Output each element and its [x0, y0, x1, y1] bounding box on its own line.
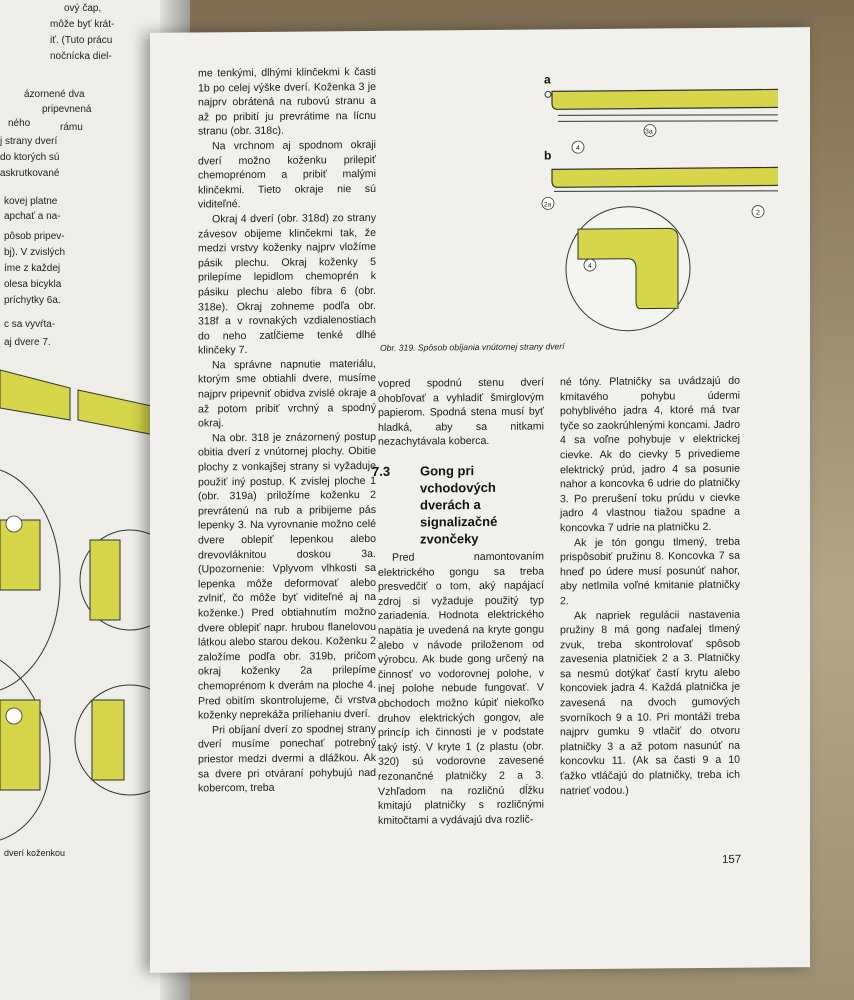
- section-title: Gong pri vchodových dverách a signalizačné zvončeky: [420, 463, 498, 547]
- left-detail-fill: [0, 520, 40, 590]
- left-line: j strany dverí: [0, 136, 58, 147]
- left-line: íme z každej: [4, 263, 61, 274]
- text-column-1: [198, 65, 376, 796]
- door-board-b: [552, 167, 778, 188]
- fig-label: 3a: [645, 128, 653, 136]
- paragraph: Na vrchnom aj spodnom okraji dverí možno koženku prilepiť chemoprénom a pribiť malými klinčekmi. Tieto okraje nie sú viditeľné.: [198, 138, 376, 211]
- left-line: pôsob pripev-: [4, 231, 65, 242]
- door-board-a: [552, 89, 778, 110]
- left-line: môže byť krát-: [50, 19, 115, 30]
- fig-label-a: a: [544, 72, 551, 87]
- left-line: ázornené dva: [24, 89, 85, 100]
- left-line: bj). V zvislých: [4, 247, 66, 258]
- hinge-point: [545, 91, 551, 97]
- left-board-fill: [0, 370, 70, 420]
- section-number: 7.3: [372, 463, 391, 479]
- left-line: olesa bicykla: [4, 279, 62, 290]
- figure-319: [378, 67, 778, 340]
- left-line: aj dvere 7.: [4, 337, 51, 348]
- section-heading: [372, 461, 552, 547]
- fig-label: 2a: [544, 201, 552, 209]
- left-label-circle: [6, 516, 22, 532]
- leather-layer: [558, 113, 778, 118]
- figure-caption: Obr. 319. Spôsob obíjania vnútornej strany dverí: [380, 341, 565, 353]
- leather-layer: [558, 119, 778, 124]
- paragraph: Na obr. 318 je znázornený postup obitia dverí z vnútornej plochy. Obitie plochy z vonkajšej strany si vyžaduje použiť iný postup. K zvislej ploche 1 (obr. 319a) priložíme koženku 2 prevrátenú na rub a pribijeme pás lepenky 3. Na vyrovnanie možno celé dvere oblepiť lepenkou alebo drevovláknitou doskou 3a. (Upozornenie: Vplyvom vlhkosti sa lepenka môže deformovať alebo zvlniť, čo môže byť viditeľné aj na koženke.) Pred obtiahnutím možno dvere oblepiť napr. hrubou flanelovou látkou alebo starou dekou. Koženku 2 založíme podľa obr. 319b, pričom okraj koženky 2a prilepíme chemoprénom k dverám na ploche 4. Pred obitím skontrolujeme, či vrstva koženky neprekáža prilíehaniu dverí.: [198, 430, 376, 722]
- left-detail-fill: [92, 700, 124, 780]
- right-page: [150, 27, 810, 973]
- paragraph: Ak je tón gongu tlmený, treba prispôsobiť pružinu 8. Koncovka 7 sa hneď po údere musí posunúť nahor, aby netlmila voľné kmitanie platničky 2.: [560, 535, 740, 608]
- paragraph: Pred namontovaním elektrického gongu sa treba presvedčiť o tom, aký napájací zdroj si vyžaduje použitý typ zariadenia. Hodnota elektrického napätia je uvedená na kryte gongu alebo v návode priloženom od výrobcu. Ak bude gong určený na činnosť vo vodorovnej polohe, v inej polohe nebude fungovať. V obchodoch možno kúpiť niekoľko druhov elektrických gongov, ale princíp ich činnosti je v podstate taký istý. V kryte 1 (z plastu (obr. 320) sú vodorovne zavesené rezonančné platničky 2 a 3. Vzhľadom na rozličnú dĺžku kmitajú platničky s rozličnými kmitočtami a vydávajú dva rozlič-: [378, 550, 544, 827]
- left-line: kovej platne: [4, 196, 58, 207]
- fig-label: 4: [576, 145, 580, 153]
- text-column-2b: [378, 549, 544, 828]
- page-number: 157: [722, 853, 742, 866]
- left-line: apchať a na-: [4, 211, 61, 222]
- left-label-circle: [6, 708, 22, 724]
- left-line: askrutkované: [0, 168, 60, 179]
- left-line: rámu: [60, 122, 83, 133]
- leather-layer: [554, 189, 778, 194]
- fig-label: 2: [756, 209, 760, 217]
- paragraph: né tóny. Platničky sa uvádzajú do kmitavého pohybu údermi pohyblivého jadra 4, ktoré má tvar tyče so zaokrúhlenými koncami. Jadro 4 sa voľne pohybuje v elektrickej cievke. Ak do cievky 5 privedieme elektrický prúd, jadro 4 sa posunie nahor a koncovka 6 udrie do platničky 3. Po prerušení toku prúdu v cievke jadro 4 vlastnou tiažou spadne a koncovka 7 udrie na platničku 2.: [560, 374, 740, 535]
- text-column-3: [560, 374, 740, 799]
- fig-label-b: b: [544, 148, 552, 163]
- left-line: nočnícka diel-: [50, 51, 112, 62]
- left-line: pripevnená: [42, 104, 92, 115]
- left-line: ného: [8, 118, 31, 129]
- paragraph: me tenkými, dlhými klinčekmi k časti 1b po celej výške dverí. Koženka 3 je najprv obrátená na rubovú stranu a až po pribití ju prevrátime na lícnu stranu (obr. 318c).: [198, 65, 376, 138]
- left-line: ový čap,: [64, 3, 102, 14]
- left-line: príchytky 6a.: [4, 295, 61, 306]
- paragraph: vopred spodnú stenu dverí ohobľovať a vyhladiť šmirglovým papierom. Spodná stena musí byť hladká, aby sa nitkami nezachytávala koberca.: [378, 376, 544, 449]
- left-line: do ktorých sú: [0, 152, 60, 163]
- left-caption: dverí koženkou: [4, 848, 66, 858]
- paragraph: Pri obíjaní dverí zo spodnej strany dverí musíme ponechať potrebný priestor medzi dvermi a dlážkou. Ak sa dvere pri otváraní pohybujú nad kobercom, treba: [198, 722, 376, 795]
- fig-label: 4: [588, 263, 592, 271]
- left-detail-fill: [90, 540, 120, 620]
- paragraph: Okraj 4 dverí (obr. 318d) zo strany závesov obijeme klinčekmi tak, že medzi vrstvy koženky najprv vložíme pásik plechu. Okraj koženky 5 prilepíme lepidlom chemoprén k pásiku plechu alebo fíbra 6 (obr. 318e). Okraj zohneme podľa obr. 318f a v rovnakých vzdialenostiach do neho zatĺčieme tenké dlhé klinčeky 7.: [198, 211, 376, 357]
- text-column-2: [378, 375, 544, 449]
- left-line: c sa vyvŕta-: [4, 319, 56, 330]
- paragraph: Na správne napnutie materiálu, ktorým sme obtiahli dvere, musíme najprv pripevniť obidva zvislé okraje a až potom pribiť vrchný a spodný okraj.: [198, 357, 376, 430]
- left-line: iť. (Tuto prácu: [50, 35, 113, 46]
- paragraph: Ak napriek regulácii nastavenia pružiny 8 má gong naďalej tlmený zvuk, treba skontrolovať spôsob zavesenia platničiek 2 a 3. Platničky sa nesmú dotýkať častí krytu alebo koncoviek jadra 4. Každá platnička je zavesená na dvoch gumových svorníkoch 9 a 10. Pri montáži treba najprv gumku 9 vtlačiť do otvoru platničky 3 a až potom nasunúť na koncovku 11. (Ak sa časti 9 a 10 ťažko vtláčajú do platničky, treba ich natrieť vodou.): [560, 608, 740, 797]
